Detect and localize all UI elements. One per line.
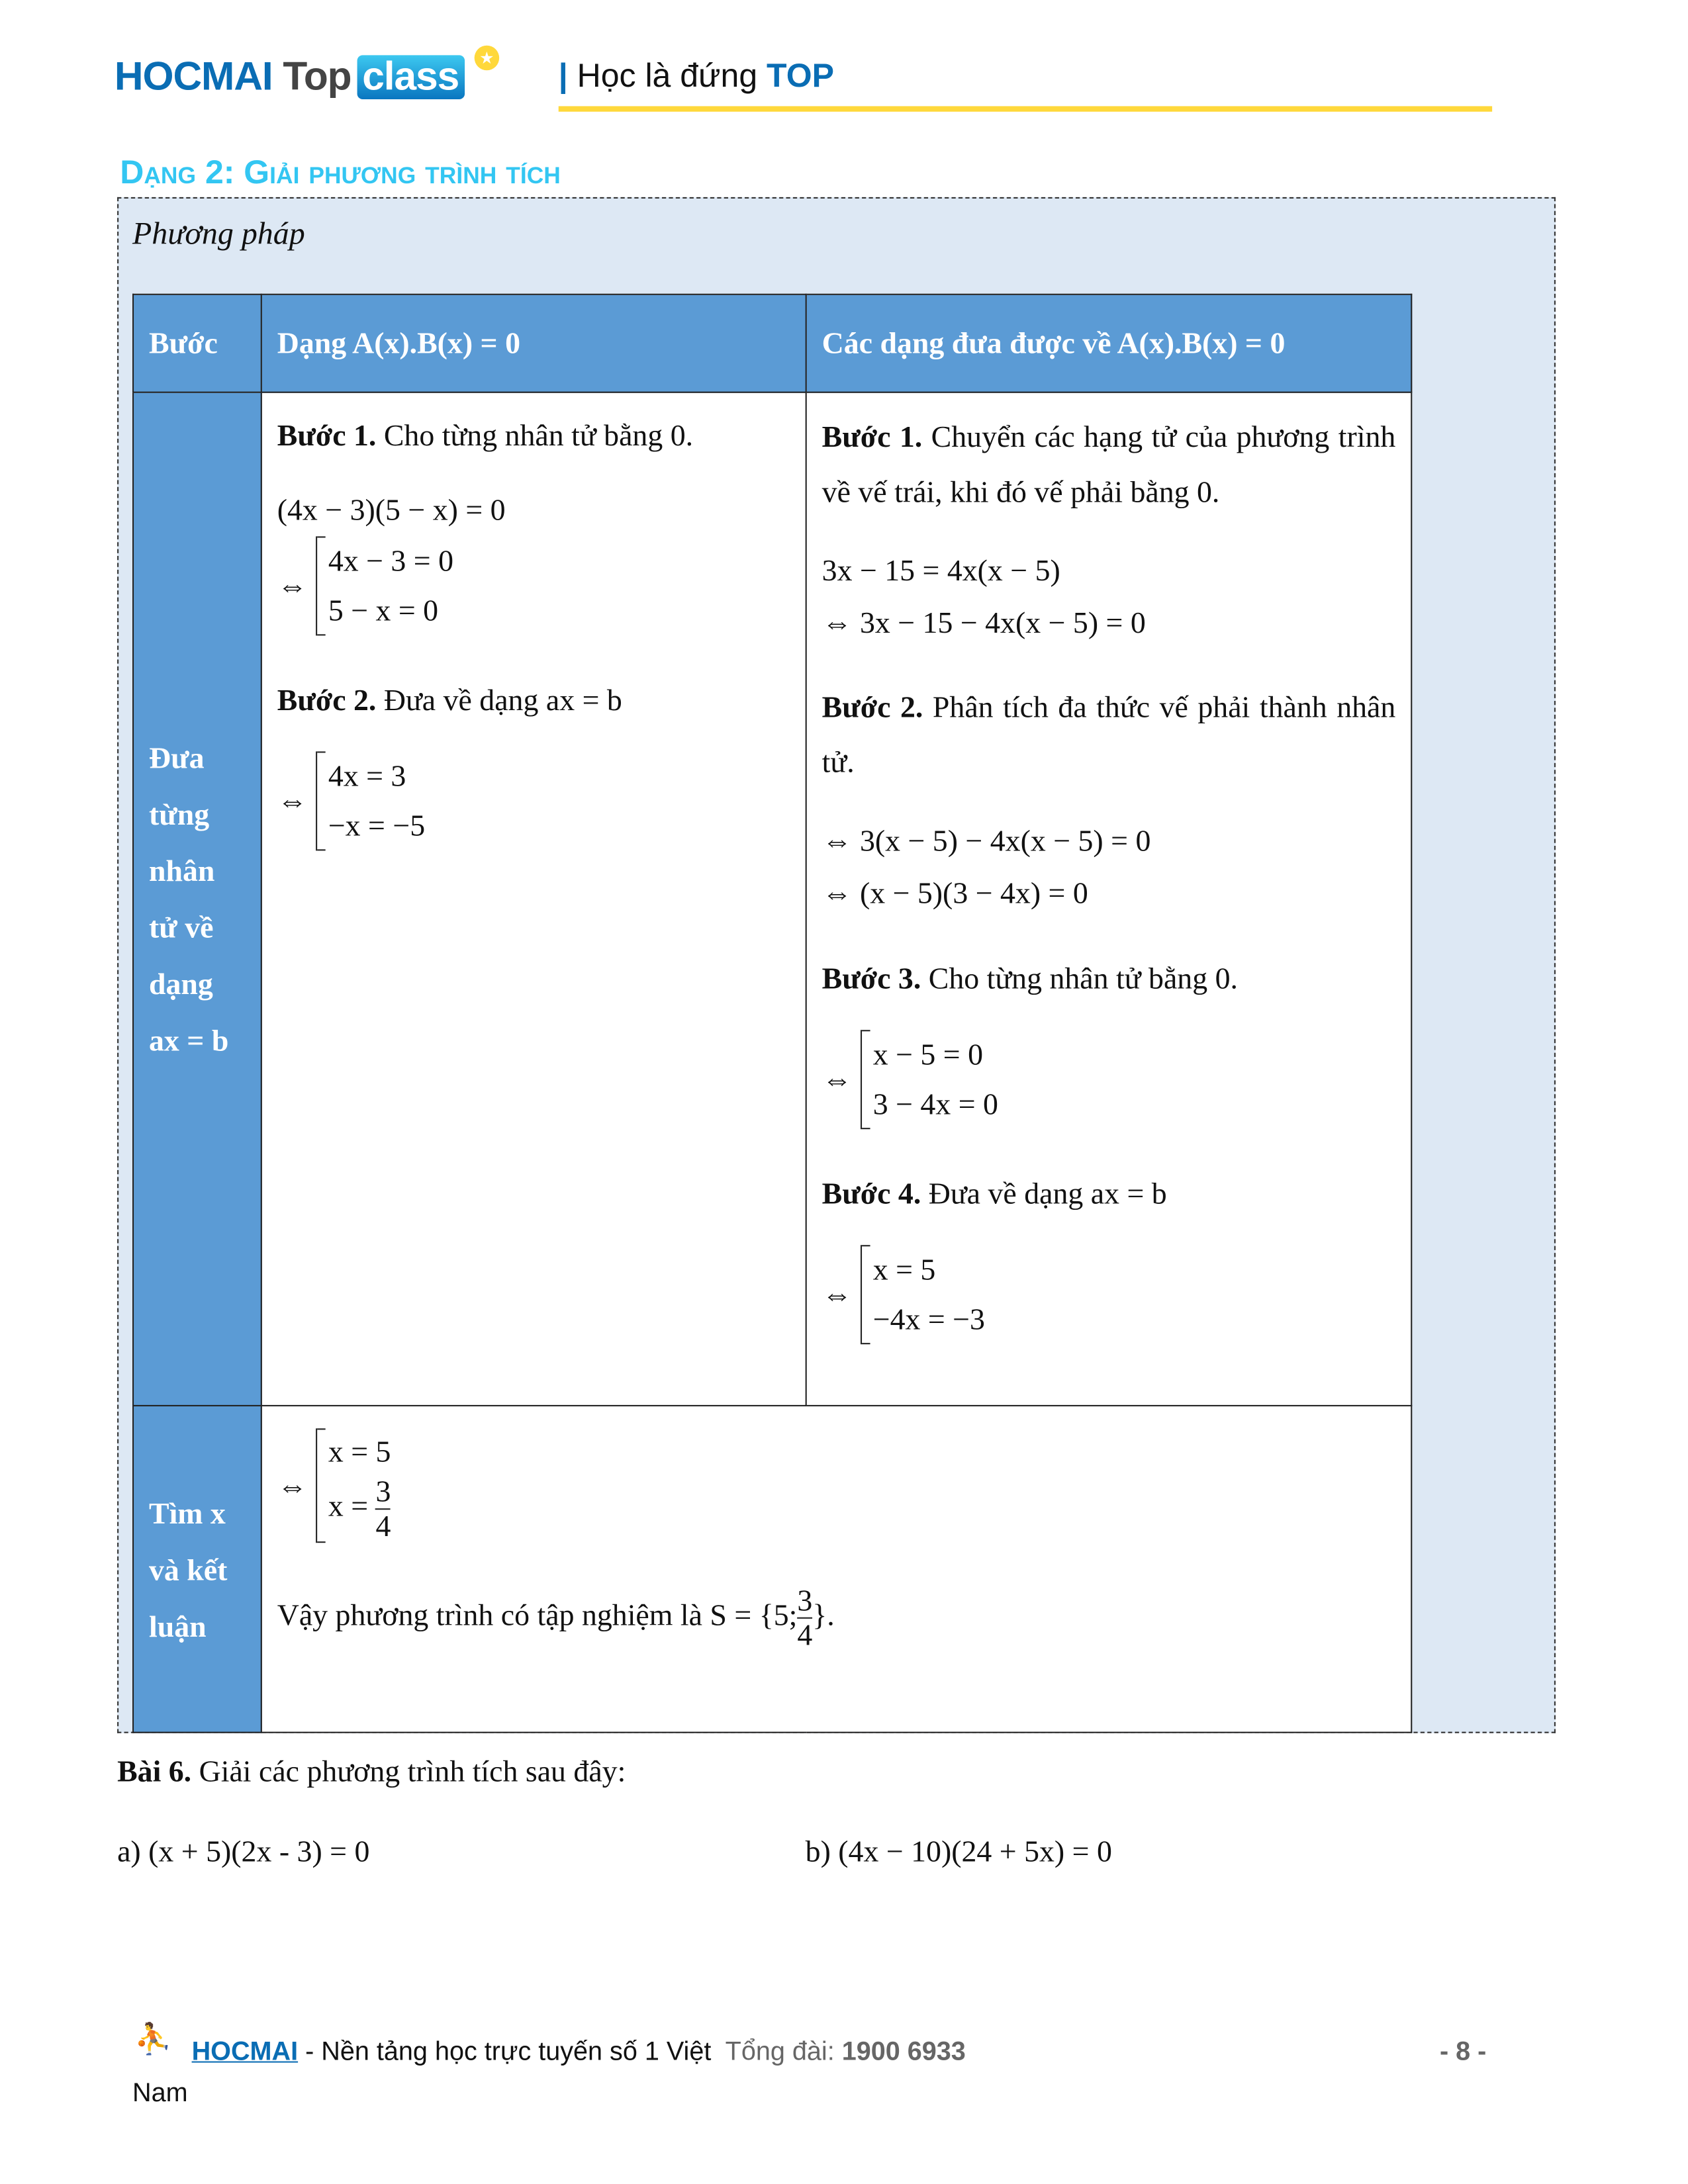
section-heading: Dạng 2: Giải phương trình tích xyxy=(120,154,561,192)
equation: 3x − 15 = 4x(x − 5) xyxy=(821,553,1060,588)
hotline-label: Tổng đài: xyxy=(725,2038,842,2067)
left-steps-cell xyxy=(261,392,806,1406)
conclusion-text: Vậy phương trình có tập nghiệm là S = xyxy=(277,1597,752,1632)
equation: x = 5 xyxy=(872,1251,936,1287)
iff-symbol: ⇔ xyxy=(821,1277,853,1312)
equation: x − 5 = 0 xyxy=(872,1036,984,1071)
equation: ⇔ 3(x − 5) − 4x(x − 5) = 0 xyxy=(821,823,1151,858)
fraction xyxy=(797,1584,812,1652)
set-open: {5; xyxy=(759,1597,798,1632)
numerator: 3 xyxy=(797,1584,812,1619)
fraction xyxy=(376,1475,391,1543)
equation: ⇔ (x − 5)(3 − 4x) = 0 xyxy=(821,875,1088,910)
step-label: Bước 4. xyxy=(821,1176,921,1211)
footer-tagline: - Nền tảng học trực tuyến số 1 Việt xyxy=(298,2038,712,2067)
conclusion-cell xyxy=(261,1406,1411,1733)
page-number: - 8 - xyxy=(1439,2038,1487,2067)
logo-class: class xyxy=(357,55,465,99)
hocmai-footer-logo-icon: ⛹ xyxy=(134,2021,172,2056)
numerator: 3 xyxy=(376,1475,391,1510)
hocmai-topclass-logo xyxy=(115,55,465,101)
equation-system xyxy=(277,751,425,850)
header-step: Bước xyxy=(133,295,261,392)
step-label: Bước 1. xyxy=(277,418,377,453)
set-close: }. xyxy=(812,1597,835,1632)
equation: x = xyxy=(328,1488,369,1524)
step-label: Bước 2. xyxy=(277,682,377,717)
equation-system xyxy=(822,1245,985,1344)
tagline: | Học là đứng TOP xyxy=(558,58,834,95)
right-steps-cell xyxy=(806,392,1412,1406)
exercise-title xyxy=(117,1754,626,1790)
footer-brand-link[interactable]: HOCMAI xyxy=(191,2038,299,2067)
exercise-a: a) (x + 5)(2x - 3) = 0 xyxy=(117,1833,370,1868)
equation-system xyxy=(822,1030,998,1129)
row-side-label: Đưa từng nhân tử về dạng ax = b xyxy=(133,392,261,1406)
exercise-b: b) (4x − 10)(24 + 5x) = 0 xyxy=(805,1833,1112,1868)
denominator: 4 xyxy=(375,1508,391,1543)
iff-symbol: ⇔ xyxy=(277,1467,308,1502)
header-form: Dạng A(x).B(x) = 0 xyxy=(261,295,806,392)
equation: 4x = 3 xyxy=(328,758,406,793)
footer-text-wrap: Nam xyxy=(132,2079,188,2109)
iff-symbol: ⇔ xyxy=(277,568,308,603)
footer-text xyxy=(192,2038,966,2068)
equation: −4x = −3 xyxy=(872,1301,985,1336)
iff-symbol: ⇔ xyxy=(821,1062,853,1097)
method-label: Phương pháp xyxy=(132,216,305,251)
step-label: Bước 1. xyxy=(821,419,923,454)
iff-symbol: ⇔ xyxy=(277,783,308,818)
exercise-text: Giải các phương trình tích sau đây: xyxy=(191,1753,626,1789)
step-text: Phân tích đa thức vế phải thành nhân tử. xyxy=(821,689,1396,780)
hotline-number: 1900 6933 xyxy=(841,2038,966,2067)
equation: 3 − 4x = 0 xyxy=(872,1086,998,1121)
step-label: Bước 3. xyxy=(821,961,921,996)
exercise-number: Bài 6. xyxy=(117,1753,192,1789)
step-text: Chuyển các hạng tử của phương trình về vế trái, khi đó vế phải bằng 0. xyxy=(821,419,1396,509)
logo-hocmai: HOCMAI xyxy=(114,55,273,99)
equation: ⇔ 3x − 15 − 4x(x − 5) = 0 xyxy=(821,605,1146,640)
equation: −x = −5 xyxy=(328,807,426,842)
denominator: 4 xyxy=(797,1617,813,1652)
header-divider xyxy=(559,106,1492,111)
row-side-label: Tìm x và kết luận xyxy=(133,1406,261,1733)
tagline-top: TOP xyxy=(767,58,834,95)
equation: 4x − 3 = 0 xyxy=(328,543,454,578)
tagline-text: Học là đứng xyxy=(577,58,758,95)
step-text: Đưa về dạng ax = b xyxy=(921,1176,1167,1211)
star-badge-icon: ★ xyxy=(475,46,499,70)
step-label: Bước 2. xyxy=(821,689,923,724)
equation: 5 − x = 0 xyxy=(328,592,439,627)
step-text: Đưa về dạng ax = b xyxy=(376,682,622,717)
equation: x = 5 xyxy=(328,1433,391,1469)
method-table xyxy=(132,294,1412,1733)
step-text: Cho từng nhân tử bằng 0. xyxy=(376,418,694,453)
logo-top: Top xyxy=(283,55,352,99)
step-text: Cho từng nhân tử bằng 0. xyxy=(921,961,1238,996)
equation: (4x − 3)(5 − x) = 0 xyxy=(277,492,506,527)
solution-system xyxy=(277,1428,391,1543)
equation-system xyxy=(277,536,453,635)
header-reducible: Các dạng đưa được về A(x).B(x) = 0 xyxy=(806,295,1412,392)
